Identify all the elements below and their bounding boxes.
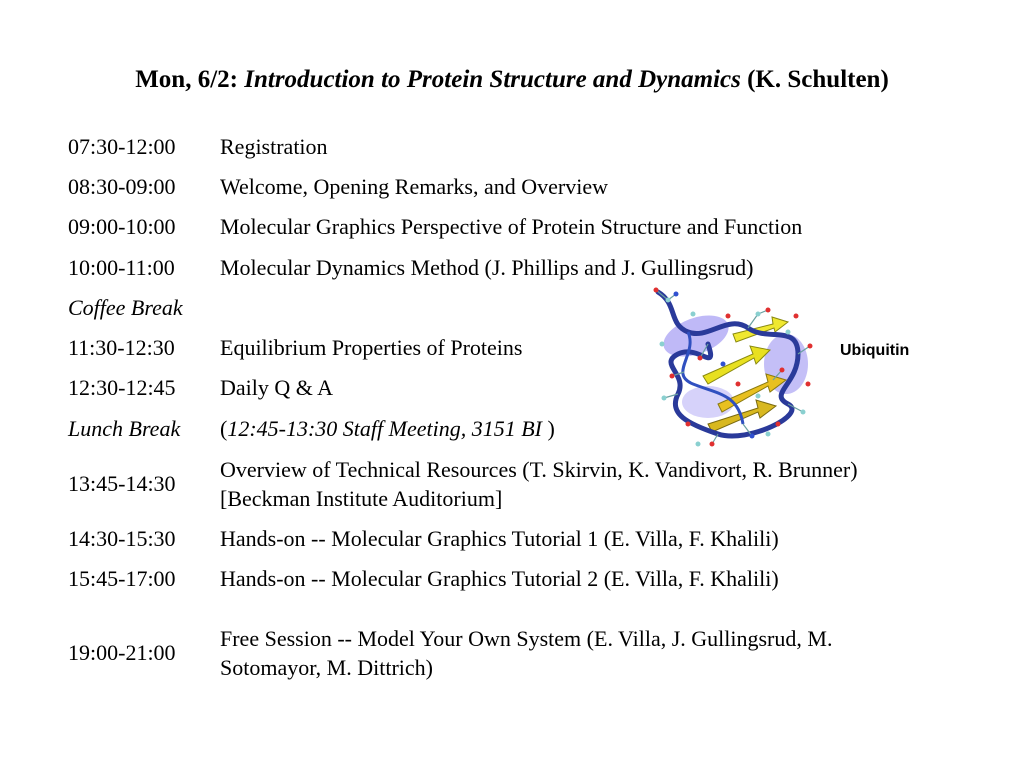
schedule-time: 07:30-12:00 (68, 134, 176, 159)
schedule-desc: Hands-on -- Molecular Graphics Tutorial 2 (E. Villa, F. Khalili) (220, 566, 779, 591)
schedule-desc: Welcome, Opening Remarks, and Overview (220, 174, 608, 199)
title-italic: Introduction to Protein Structure and Dynamics (244, 66, 741, 93)
ubiquitin-protein-image (648, 284, 818, 450)
schedule-time: 08:30-09:00 (68, 174, 176, 199)
schedule-time: 19:00-21:00 (68, 640, 176, 665)
schedule-desc: Molecular Dynamics Method (J. Phillips and J. Gullingsrud) (220, 255, 754, 280)
schedule-time: 11:30-12:30 (68, 335, 175, 360)
lunch-break-label: Lunch Break (68, 416, 181, 441)
title-suffix: (K. Schulten) (740, 66, 889, 93)
schedule-time: 09:00-10:00 (68, 214, 176, 239)
schedule-time: 15:45-17:00 (68, 566, 176, 591)
desc-italic: 12:45-13:30 Staff Meeting, 3151 BI (227, 416, 542, 441)
desc-suffix: ) (542, 416, 555, 441)
schedule-time: 10:00-11:00 (68, 255, 175, 280)
schedule-desc-line2: Sotomayor, M. Dittrich) (220, 655, 433, 680)
schedule-desc (220, 414, 555, 444)
schedule-desc: Registration (220, 134, 328, 159)
desc-prefix: ( (220, 416, 228, 441)
schedule-time: 13:45-14:30 (68, 471, 176, 496)
page-title (0, 63, 1024, 97)
schedule-desc: Daily Q & A (220, 375, 334, 400)
coffee-break-label: Coffee Break (68, 295, 183, 320)
schedule-desc-line2: [Beckman Institute Auditorium] (220, 486, 503, 511)
schedule-desc: Free Session -- Model Your Own System (E. Villa, J. Gullingsrud, M. (220, 626, 833, 651)
title-prefix: Mon, 6/2: (135, 66, 245, 93)
schedule-time: 12:30-12:45 (68, 375, 176, 400)
schedule-desc: Equilibrium Properties of Proteins (220, 335, 523, 360)
schedule-time: 14:30-15:30 (68, 526, 176, 551)
schedule-desc: Hands-on -- Molecular Graphics Tutorial 1 (E. Villa, F. Khalili) (220, 526, 779, 551)
image-caption: Ubiquitin (840, 342, 910, 359)
schedule-desc: Molecular Graphics Perspective of Protein Structure and Function (220, 214, 803, 239)
schedule-desc: Overview of Technical Resources (T. Skirvin, K. Vandivort, R. Brunner) (220, 457, 858, 482)
